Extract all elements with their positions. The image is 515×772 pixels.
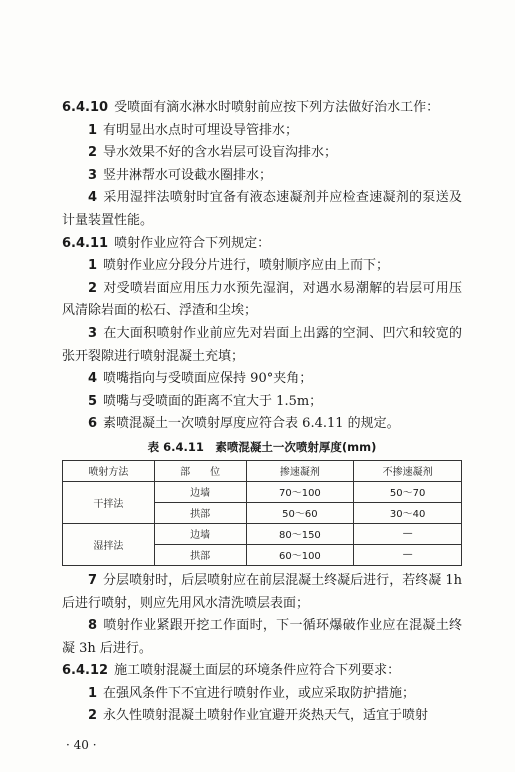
table-row: [63, 481, 462, 502]
item-number: 7: [88, 572, 98, 588]
item-text: 永久性喷射混凝土喷射作业宜避开炎热天气，适宜于喷射: [103, 708, 429, 724]
item-text: 喷射作业应分段分片进行，喷射顺序应由上而下；: [103, 258, 390, 274]
clause-number: 6.4.12: [62, 663, 109, 679]
item-number: 1: [88, 258, 98, 274]
item-number: 3: [88, 167, 98, 183]
item-text: 喷嘴与受喷面的距离不宜大于 1.5m；: [103, 393, 323, 409]
item-number: 5: [88, 393, 98, 409]
item-number: 1: [88, 122, 98, 138]
list-item: [62, 142, 462, 165]
list-item: [62, 615, 462, 660]
clause-number: 6.4.10: [62, 100, 109, 115]
column-header: 部 位: [154, 460, 246, 481]
table-cell: 70～100: [246, 481, 354, 502]
table-cell: —: [354, 523, 462, 544]
table-cell: 50～70: [354, 481, 462, 502]
table-header-row: [63, 460, 462, 481]
list-item: [62, 683, 462, 706]
clause-6-4-11: [62, 233, 462, 256]
item-number: 1: [88, 685, 98, 701]
table-cell: 30～40: [354, 502, 462, 523]
item-text: 在大面积喷射作业前应先对岩面上出露的空洞、凹穴和较宽的张开裂隙进行喷射混凝土充填；: [62, 325, 462, 364]
table-row: [63, 523, 462, 544]
page-content: [62, 97, 462, 728]
clause-text: 受喷面有滴水淋水时喷射前应按下列方法做好治水工作：: [114, 100, 440, 115]
list-item: [62, 413, 462, 436]
page-number: · 40 ·: [66, 738, 97, 752]
column-header: 不掺速凝剂: [354, 460, 462, 481]
item-text: 有明显出水点时可埋设导管排水；: [103, 122, 299, 138]
item-number: 2: [88, 145, 98, 161]
clause-6-4-10: [62, 97, 462, 120]
item-number: 4: [88, 371, 98, 387]
item-text: 分层喷射时，后层喷射应在前层混凝土终凝后进行，若终凝 1h 后进行喷射，则应先用风水清洗喷层表面；: [62, 572, 462, 611]
table-cell: —: [354, 544, 462, 565]
table-cell: 60～100: [246, 544, 354, 565]
item-text: 竖井淋帮水可设截水圈排水；: [103, 167, 273, 183]
clause-text: 施工喷射混凝土面层的环境条件应符合下列要求：: [114, 663, 401, 679]
list-item: [62, 323, 462, 368]
item-text: 采用湿拌法喷射时宜备有液态速凝剂并应检查速凝剂的泵送及计量装置性能。: [62, 190, 462, 228]
clause-6-4-12: [62, 660, 462, 683]
list-item: [62, 570, 462, 615]
clause-text: 喷射作业应符合下列规定：: [114, 235, 271, 251]
table-cell: 湿拌法: [63, 523, 155, 565]
table-cell: 边墙: [154, 523, 246, 544]
list-item: [62, 368, 462, 391]
item-number: 8: [88, 618, 98, 634]
table-cell: 80～150: [246, 523, 354, 544]
list-item: [62, 187, 462, 232]
item-text: 对受喷岩面应用压力水预先湿润，对遇水易潮解的岩层可用压风清除岩面的松石、浮渣和尘埃；: [62, 280, 462, 319]
list-item: [62, 705, 462, 728]
clause-number: 6.4.11: [62, 235, 109, 251]
list-item: [62, 255, 462, 278]
list-item: [62, 165, 462, 188]
column-header: 喷射方法: [63, 460, 155, 481]
item-number: 6: [88, 416, 98, 432]
item-number: 4: [88, 190, 98, 206]
table-cell: 拱部: [154, 544, 246, 565]
item-number: 2: [88, 708, 98, 724]
list-item: [62, 278, 462, 323]
item-text: 素喷混凝土一次喷射厚度应符合表 6.4.11 的规定。: [103, 416, 400, 432]
column-header: 掺速凝剂: [246, 460, 354, 481]
list-item: [62, 391, 462, 414]
table-cell: 干拌法: [63, 481, 155, 523]
list-item: [62, 120, 462, 143]
item-text: 导水效果不好的含水岩层可设盲沟排水；: [103, 145, 338, 161]
item-text: 在强风条件下不宜进行喷射作业，或应采取防护措施；: [103, 685, 416, 701]
item-text: 喷嘴指向与受喷面应保持 90°夹角；: [103, 371, 313, 387]
table-cell: 边墙: [154, 481, 246, 502]
item-text: 喷射作业紧跟开挖工作面时，下一循环爆破作业应在混凝土终凝 3h 后进行。: [62, 618, 462, 656]
table-title: 表 6.4.11 素喷混凝土一次喷射厚度(mm): [147, 439, 377, 454]
thickness-table: [62, 460, 462, 566]
item-number: 3: [88, 325, 98, 341]
item-number: 2: [88, 280, 98, 296]
table-cell: 拱部: [154, 502, 246, 523]
table-cell: 50～60: [246, 502, 354, 523]
